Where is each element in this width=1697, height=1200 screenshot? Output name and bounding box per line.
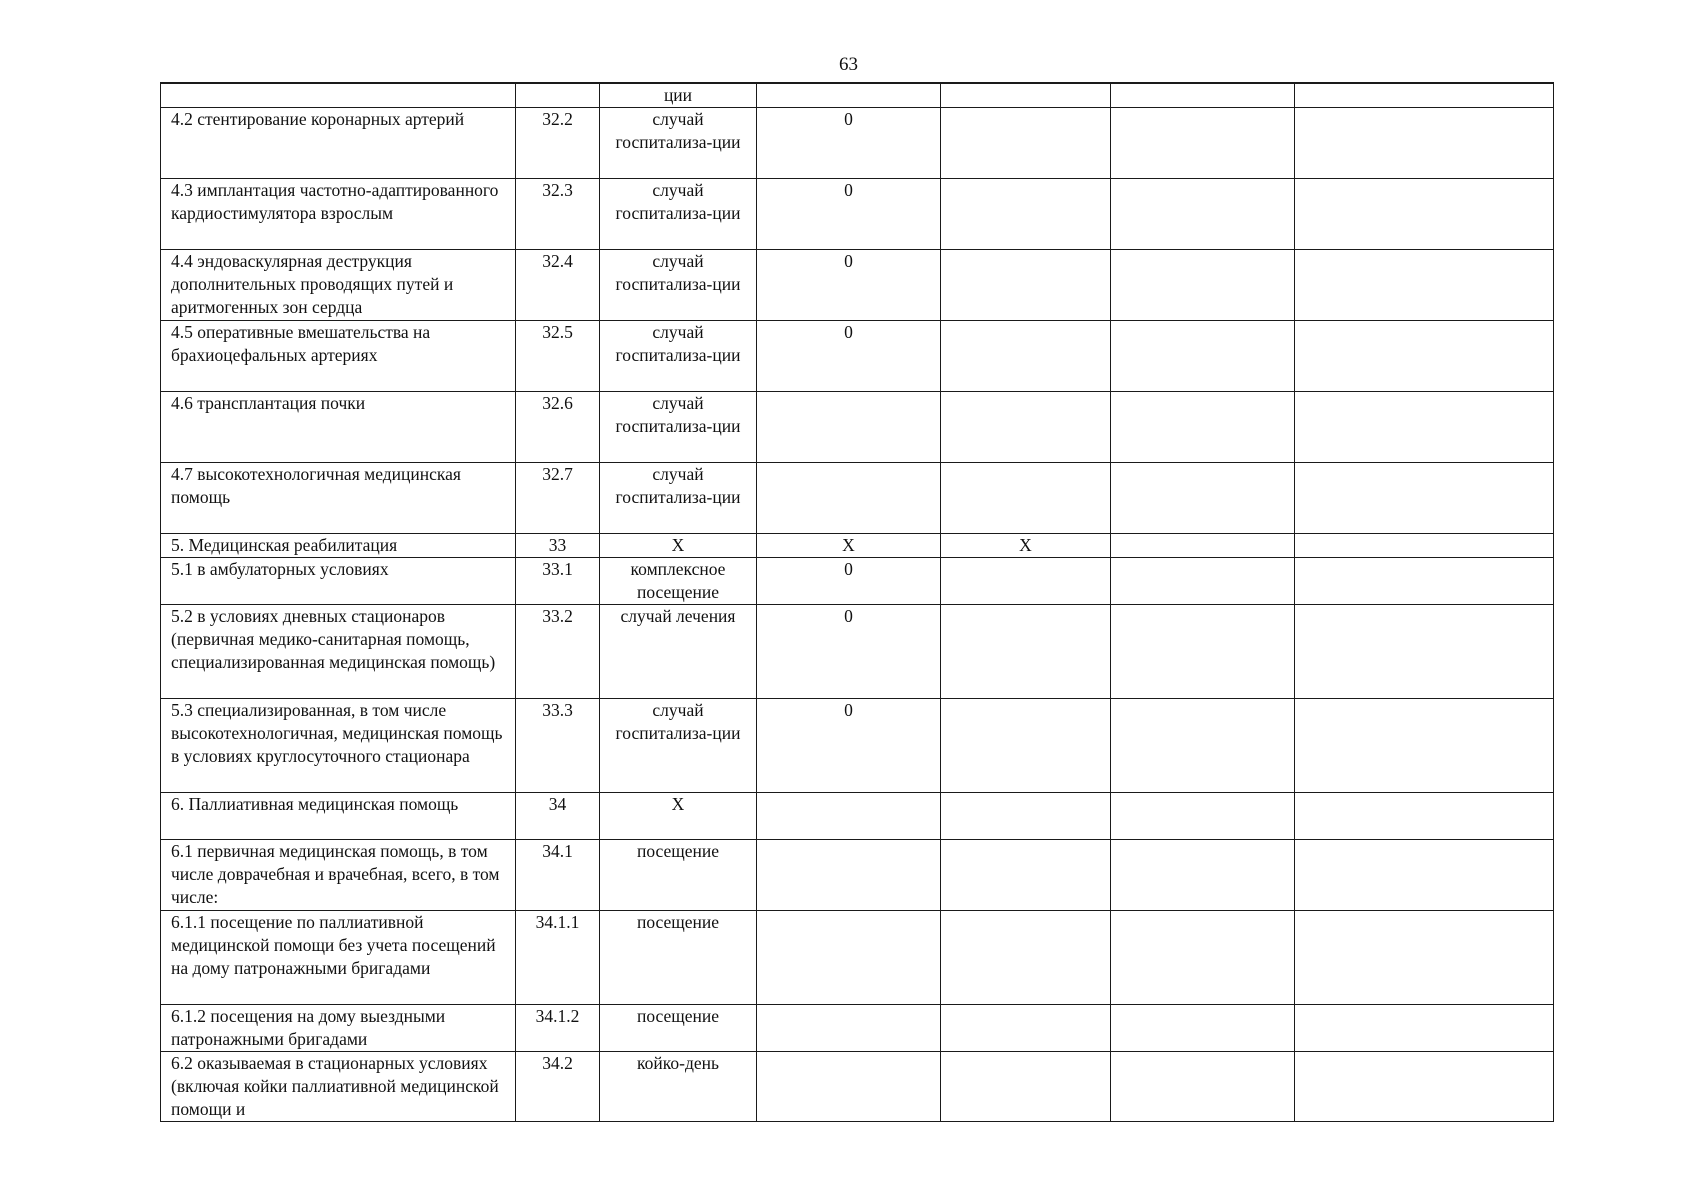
cell-value-4	[1295, 699, 1554, 793]
cell-value-4	[1295, 605, 1554, 699]
table-row	[161, 699, 1554, 793]
cell-value-4	[1295, 1005, 1554, 1052]
cell-value-3	[1111, 463, 1295, 534]
cell-value-4	[1295, 179, 1554, 250]
table-row	[161, 250, 1554, 321]
cell-value-3	[1111, 1005, 1295, 1052]
cell-unit: случай госпитализа-ции	[600, 250, 757, 321]
cell-name: 4.6 трансплантация почки	[161, 392, 516, 463]
table-body	[161, 83, 1554, 1122]
cell-value-1	[757, 911, 941, 1005]
cell-code: 33.1	[516, 558, 600, 605]
cell-name: 5.2 в условиях дневных стационаров (первичная медико-санитарная помощь, специализированная медицинская помощь)	[161, 605, 516, 699]
cell-value-2	[941, 793, 1111, 840]
cell-value-4	[1295, 840, 1554, 911]
cell-value-2	[941, 463, 1111, 534]
cell-value-2	[941, 605, 1111, 699]
cell-name: 6.1 первичная медицинская помощь, в том числе доврачебная и врачебная, всего, в том числе:	[161, 840, 516, 911]
cell-value-2	[941, 179, 1111, 250]
cell-value-1	[757, 392, 941, 463]
cell-code: 33.2	[516, 605, 600, 699]
table-row	[161, 840, 1554, 911]
cell-unit: койко-день	[600, 1052, 757, 1122]
cell-value-3	[1111, 605, 1295, 699]
cell-code: 34	[516, 793, 600, 840]
cell-value-4	[1295, 108, 1554, 179]
cell-value-2: X	[941, 534, 1111, 558]
cell-code: 32.6	[516, 392, 600, 463]
cell-unit: случай лечения	[600, 605, 757, 699]
cell-value-4	[1295, 84, 1554, 108]
cell-value-1: 0	[757, 179, 941, 250]
cell-unit: X	[600, 793, 757, 840]
cell-name	[161, 84, 516, 108]
cell-value-2	[941, 1005, 1111, 1052]
cell-value-3	[1111, 699, 1295, 793]
cell-value-1	[757, 1005, 941, 1052]
cell-value-2	[941, 1052, 1111, 1122]
cell-value-4	[1295, 463, 1554, 534]
cell-value-3	[1111, 534, 1295, 558]
cell-code: 33.3	[516, 699, 600, 793]
cell-unit: комплексное посещение	[600, 558, 757, 605]
cell-name: 4.4 эндоваскулярная деструкция дополнительных проводящих путей и аритмогенных зон сердца	[161, 250, 516, 321]
cell-value-2	[941, 911, 1111, 1005]
cell-value-1	[757, 1052, 941, 1122]
cell-value-4	[1295, 911, 1554, 1005]
table-row	[161, 84, 1554, 108]
cell-value-4	[1295, 392, 1554, 463]
cell-value-4	[1295, 534, 1554, 558]
cell-value-3	[1111, 321, 1295, 392]
cell-code: 32.3	[516, 179, 600, 250]
cell-code: 34.1.1	[516, 911, 600, 1005]
table-row	[161, 605, 1554, 699]
cell-value-1: 0	[757, 558, 941, 605]
cell-unit: посещение	[600, 840, 757, 911]
cell-name: 4.7 высокотехнологичная медицинская помощь	[161, 463, 516, 534]
cell-code: 33	[516, 534, 600, 558]
cell-value-4	[1295, 250, 1554, 321]
cell-value-2	[941, 84, 1111, 108]
cell-value-4	[1295, 558, 1554, 605]
table-row	[161, 392, 1554, 463]
cell-value-4	[1295, 321, 1554, 392]
cell-name: 5.3 специализированная, в том числе высокотехнологичная, медицинская помощь в условиях круглосуточного стационара	[161, 699, 516, 793]
cell-unit: ции	[600, 84, 757, 108]
cell-unit: посещение	[600, 911, 757, 1005]
cell-value-3	[1111, 840, 1295, 911]
table-row	[161, 108, 1554, 179]
cell-unit: случай госпитализа-ции	[600, 179, 757, 250]
cell-code	[516, 84, 600, 108]
cell-unit: случай госпитализа-ции	[600, 463, 757, 534]
cell-value-3	[1111, 558, 1295, 605]
cell-name: 5.1 в амбулаторных условиях	[161, 558, 516, 605]
cell-value-2	[941, 392, 1111, 463]
cell-value-3	[1111, 250, 1295, 321]
cell-name: 6.2 оказываемая в стационарных условиях (включая койки паллиативной медицинской помощи и	[161, 1052, 516, 1122]
cell-value-1: 0	[757, 108, 941, 179]
cell-value-1	[757, 84, 941, 108]
cell-value-1	[757, 463, 941, 534]
table-row	[161, 793, 1554, 840]
cell-name: 5. Медицинская реабилитация	[161, 534, 516, 558]
cell-value-3	[1111, 179, 1295, 250]
cell-value-4	[1295, 1052, 1554, 1122]
cell-value-1	[757, 793, 941, 840]
cell-name: 6.1.2 посещения на дому выездными патронажными бригадами	[161, 1005, 516, 1052]
cell-code: 32.4	[516, 250, 600, 321]
cell-value-1	[757, 840, 941, 911]
cell-value-1: 0	[757, 250, 941, 321]
table-row	[161, 463, 1554, 534]
cell-unit: случай госпитализа-ции	[600, 321, 757, 392]
table-row	[161, 321, 1554, 392]
cell-name: 6. Паллиативная медицинская помощь	[161, 793, 516, 840]
cell-code: 32.7	[516, 463, 600, 534]
table-row	[161, 1052, 1554, 1122]
table-row	[161, 534, 1554, 558]
cell-unit: случай госпитализа-ции	[600, 108, 757, 179]
cell-value-2	[941, 321, 1111, 392]
table-row	[161, 179, 1554, 250]
cell-value-3	[1111, 108, 1295, 179]
table-row	[161, 558, 1554, 605]
cell-name: 4.5 оперативные вмешательства на брахиоцефальных артериях	[161, 321, 516, 392]
cell-unit: случай госпитализа-ции	[600, 699, 757, 793]
cell-unit: случай госпитализа-ции	[600, 392, 757, 463]
table-row	[161, 911, 1554, 1005]
cell-code: 34.2	[516, 1052, 600, 1122]
cell-value-4	[1295, 793, 1554, 840]
cell-value-1: 0	[757, 699, 941, 793]
cell-code: 34.1	[516, 840, 600, 911]
data-table	[160, 82, 1554, 1122]
cell-name: 4.3 имплантация частотно-адаптированного кардиостимулятора взрослым	[161, 179, 516, 250]
cell-value-2	[941, 699, 1111, 793]
table-row	[161, 1005, 1554, 1052]
cell-value-2	[941, 108, 1111, 179]
cell-name: 4.2 стентирование коронарных артерий	[161, 108, 516, 179]
cell-value-2	[941, 840, 1111, 911]
cell-code: 32.2	[516, 108, 600, 179]
cell-unit: посещение	[600, 1005, 757, 1052]
cell-value-3	[1111, 911, 1295, 1005]
cell-value-2	[941, 250, 1111, 321]
cell-value-1: X	[757, 534, 941, 558]
cell-value-1: 0	[757, 605, 941, 699]
cell-code: 34.1.2	[516, 1005, 600, 1052]
cell-value-3	[1111, 392, 1295, 463]
cell-name: 6.1.1 посещение по паллиативной медицинской помощи без учета посещений на дому патронажными бригадами	[161, 911, 516, 1005]
cell-value-3	[1111, 1052, 1295, 1122]
cell-value-3	[1111, 793, 1295, 840]
cell-value-1: 0	[757, 321, 941, 392]
cell-code: 32.5	[516, 321, 600, 392]
cell-unit: X	[600, 534, 757, 558]
page-number: 63	[839, 54, 858, 75]
cell-value-3	[1111, 84, 1295, 108]
cell-value-2	[941, 558, 1111, 605]
